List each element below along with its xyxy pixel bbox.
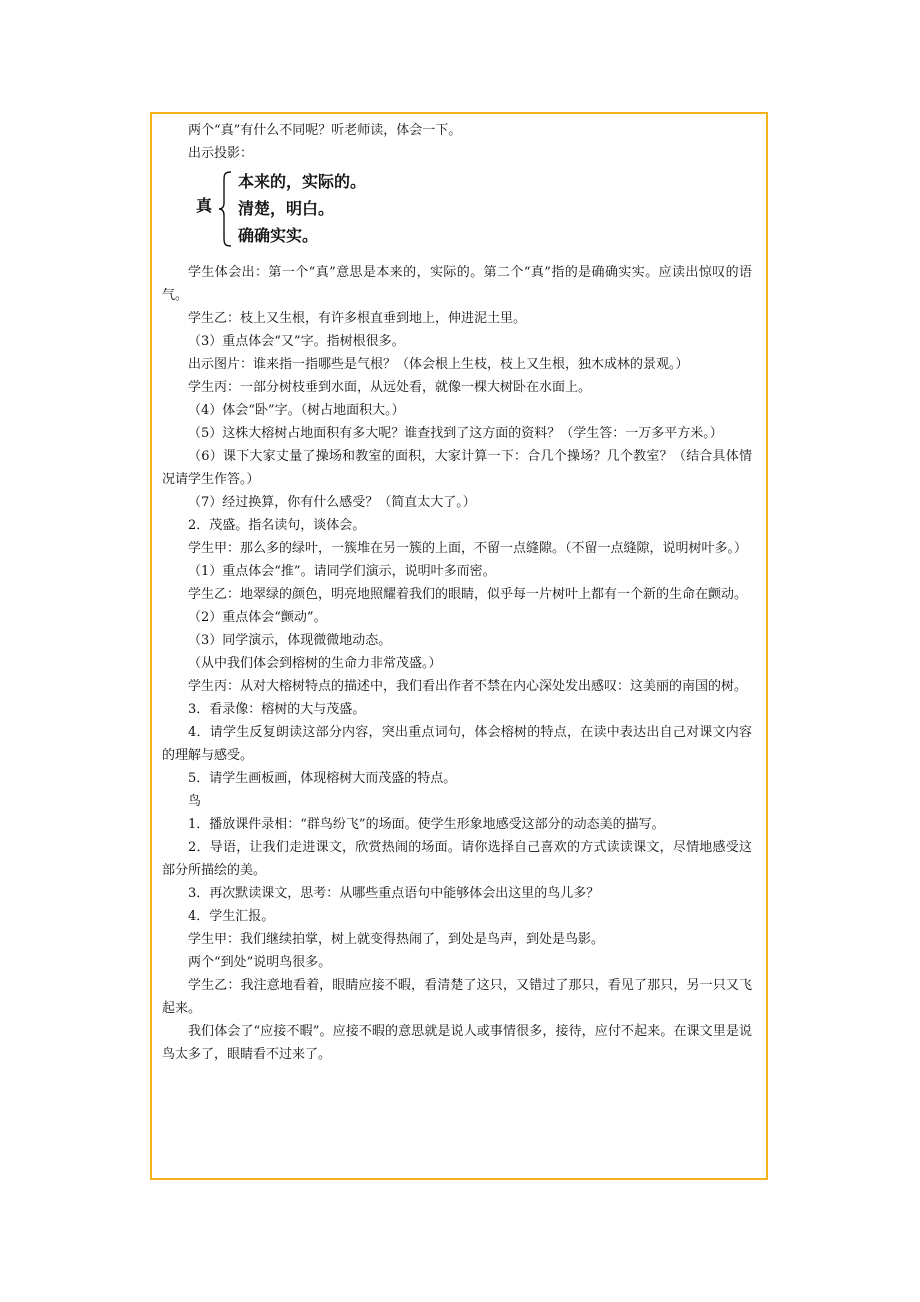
paragraph: 两个“真”有什么不同呢？听老师读，体会一下。 — [188, 123, 462, 138]
paragraph: （5）这株大榕树占地面积有多大呢？谁查找到了这方面的资料？（学生答：一万多平方米。） — [188, 426, 723, 441]
paragraph: （3）重点体会“又”字。指树根很多。 — [188, 334, 405, 349]
projection-line: 清楚，明白。 — [238, 199, 335, 218]
projection-line: 确确实实。 — [238, 226, 319, 245]
paragraph: 学生乙：我注意地看着，眼睛应接不暇，看清楚了这只，又错过了那只，看见了那只，另一只又飞起来。 — [162, 978, 752, 1016]
paragraph: （从中我们体会到榕树的生命力非常茂盛。） — [188, 656, 442, 671]
paragraph: （3）同学演示，体现微微地动态。 — [188, 633, 392, 648]
paragraph: 4．请学生反复朗读这部分内容，突出重点词句，体会榕树的特点，在读中表达出自己对课文内容的理解与感受。 — [162, 725, 752, 763]
paragraph: 3．再次默读课文，思考：从哪些重点语句中能够体会出这里的鸟儿多？ — [188, 886, 600, 901]
paragraph: （4）体会“卧”字。（树占地面积大。） — [188, 403, 405, 418]
paragraph: 学生甲：那么多的绿叶，一簇堆在另一簇的上面，不留一点缝隙。（不留一点缝隙，说明树叶多。） — [188, 541, 748, 556]
brace-icon — [218, 171, 232, 247]
paragraph: （1）重点体会“推”。请同学们演示，说明叶多而密。 — [188, 564, 496, 579]
paragraph: 出示投影： — [188, 146, 254, 161]
paragraph: 学生甲：我们继续拍掌，树上就变得热闹了，到处是鸟声，到处是鸟影。 — [188, 932, 605, 947]
paragraph: 我们体会了“应接不暇”。应接不暇的意思就是说人或事情很多，接待，应付不起来。在课文里是说鸟太多了，眼睛看不过来了。 — [162, 1024, 752, 1062]
paragraph: 2．导语，让我们走进课文，欣赏热闹的场面。请你选择自己喜欢的方式读读课文，尽情地感受这部分所描绘的美。 — [162, 840, 752, 878]
paragraph: 3．看录像：榕树的大与茂盛。 — [188, 702, 366, 717]
paragraph: 5．请学生画板画，体现榕树大而茂盛的特点。 — [188, 771, 457, 786]
content-frame — [150, 112, 768, 1180]
paragraph: （6）课下大家丈量了操场和教室的面积，大家计算一下：合几个操场？几个教室？（结合具体情况请学生作答。） — [162, 449, 752, 487]
projection-char: 真 — [196, 196, 213, 215]
paragraph: 1．播放课件录相：“群鸟纷飞”的场面。使学生形象地感受这部分的动态美的描写。 — [188, 817, 665, 832]
paragraph: 学生乙：枝上又生根，有许多根直垂到地上，伸进泥土里。 — [188, 311, 527, 326]
paragraph: （2）重点体会“颤动”。 — [188, 610, 327, 625]
paragraph: 2．茂盛。指名读句，谈体会。 — [188, 518, 366, 533]
projection-line: 本来的，实际的。 — [238, 172, 367, 191]
paragraph: 学生丙：一部分树枝垂到水面，从远处看，就像一棵大树卧在水面上。 — [188, 380, 592, 395]
section-heading: 鸟 — [188, 794, 202, 809]
paragraph: （7）经过换算，你有什么感受？（简直太大了。） — [188, 495, 476, 510]
paragraph: 出示图片：谁来指一指哪些是气根？（体会根上生枝，枝上又生根，独木成林的景观。） — [188, 357, 689, 372]
paragraph: 学生乙：地翠绿的颜色，明亮地照耀着我们的眼睛，似乎每一片树叶上都有一个新的生命在颤动。 — [188, 587, 748, 602]
paragraph: 4．学生汇报。 — [188, 909, 275, 924]
projection-block — [162, 169, 752, 257]
paragraph: 两个“到处”说明鸟很多。 — [188, 955, 332, 970]
paragraph: 学生丙：从对大榕树特点的描述中，我们看出作者不禁在内心深处发出感叹：这美丽的南国的树。 — [188, 679, 748, 694]
paragraph: 学生体会出：第一个“真”意思是本来的，实际的。第二个“真”指的是确确实实。应读出惊叹的语气。 — [162, 265, 752, 303]
